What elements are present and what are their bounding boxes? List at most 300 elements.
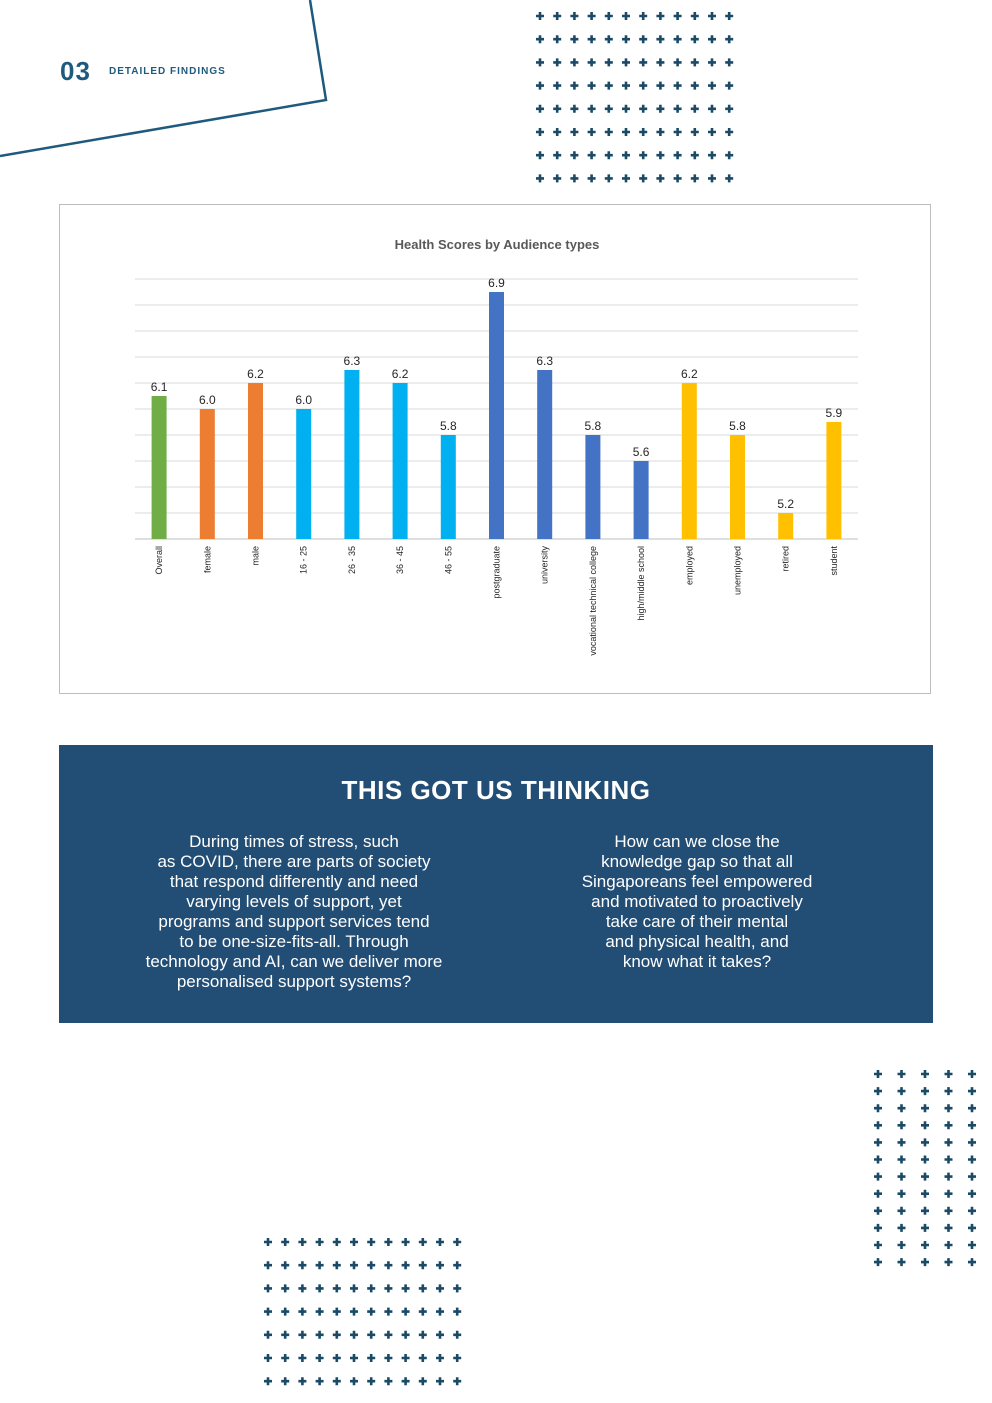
plus-mark (588, 174, 596, 182)
plus-mark (367, 1308, 375, 1316)
decorative-plus-pattern-bottom (262, 1236, 472, 1392)
plus-mark (945, 1121, 953, 1129)
value-label: 5.8 (439, 419, 457, 433)
plus-mark (874, 1087, 882, 1095)
value-label: 6.2 (247, 367, 264, 381)
bar (296, 409, 311, 539)
plus-mark (674, 128, 682, 136)
plus-mark (402, 1238, 410, 1246)
plus-mark (367, 1238, 375, 1246)
plus-mark (264, 1308, 272, 1316)
value-label: 5.9 (825, 406, 843, 420)
plus-mark (968, 1070, 976, 1078)
plus-mark (708, 35, 716, 43)
plus-mark (367, 1377, 375, 1385)
plus-mark (419, 1354, 427, 1362)
plus-mark (264, 1284, 272, 1292)
plus-mark (384, 1261, 392, 1269)
value-label: 6.3 (343, 354, 361, 368)
plus-mark (622, 82, 630, 90)
plus-mark (402, 1261, 410, 1269)
bar (152, 396, 167, 539)
plus-mark (656, 35, 664, 43)
plus-mark (968, 1104, 976, 1112)
plus-mark (333, 1308, 341, 1316)
plus-mark (553, 151, 561, 159)
plus-mark (333, 1331, 341, 1339)
plus-mark (605, 151, 613, 159)
plus-mark (968, 1087, 976, 1095)
decorative-plus-pattern-top (534, 10, 744, 192)
plus-mark (605, 128, 613, 136)
plus-mark (536, 35, 544, 43)
plus-mark (316, 1238, 324, 1246)
category-label: 36 - 45 (395, 546, 406, 575)
category-label: 16 - 25 (298, 546, 309, 575)
plus-mark (639, 58, 647, 66)
plus-mark (453, 1284, 461, 1292)
plus-mark (639, 105, 647, 113)
category-label: university (539, 546, 550, 585)
value-label: 6.2 (391, 367, 409, 381)
plus-mark (436, 1377, 444, 1385)
plus-mark (708, 128, 716, 136)
plus-mark (691, 174, 699, 182)
plus-mark (968, 1258, 976, 1266)
category-label: employed (684, 546, 695, 586)
plus-mark (536, 128, 544, 136)
plus-mark (945, 1156, 953, 1164)
plus-mark (453, 1261, 461, 1269)
plus-mark (419, 1284, 427, 1292)
plus-mark (402, 1377, 410, 1385)
plus-mark (402, 1331, 410, 1339)
plus-mark (708, 151, 716, 159)
value-label: 6.0 (295, 393, 313, 407)
plus-mark (553, 105, 561, 113)
category-label: retired (780, 546, 791, 572)
plus-mark (708, 105, 716, 113)
decorative-plus-pattern-right (872, 1068, 987, 1274)
plus-mark (945, 1087, 953, 1095)
plus-mark (968, 1224, 976, 1232)
plus-mark (622, 151, 630, 159)
plus-mark (874, 1207, 882, 1215)
plus-mark (553, 174, 561, 182)
plus-mark (874, 1258, 882, 1266)
plus-mark (898, 1156, 906, 1164)
plus-mark (436, 1331, 444, 1339)
plus-mark (874, 1190, 882, 1198)
plus-mark (921, 1138, 929, 1146)
bar (826, 422, 841, 539)
plus-mark (570, 151, 578, 159)
plus-mark (674, 12, 682, 20)
plus-mark (453, 1238, 461, 1246)
plus-mark (588, 35, 596, 43)
plus-mark (281, 1308, 289, 1316)
plus-mark (453, 1377, 461, 1385)
plus-mark (674, 35, 682, 43)
plus-mark (570, 174, 578, 182)
plus-mark (350, 1377, 358, 1385)
plus-mark (874, 1070, 882, 1078)
value-label: 5.6 (632, 445, 650, 459)
plus-mark (384, 1377, 392, 1385)
plus-mark (725, 82, 733, 90)
category-label: 46 - 55 (443, 546, 454, 575)
category-label: 26 - 35 (346, 546, 357, 575)
plus-mark (691, 12, 699, 20)
plus-mark (536, 58, 544, 66)
bar (489, 292, 504, 539)
plus-mark (921, 1156, 929, 1164)
plus-mark (656, 12, 664, 20)
plus-mark (605, 35, 613, 43)
plus-mark (605, 58, 613, 66)
plus-mark (945, 1207, 953, 1215)
section-title: DETAILED FINDINGS (109, 66, 226, 77)
category-label: female (202, 546, 213, 574)
plus-mark (639, 12, 647, 20)
bar (682, 383, 697, 539)
plus-mark (570, 12, 578, 20)
plus-mark (898, 1173, 906, 1181)
plus-mark (691, 82, 699, 90)
plus-mark (350, 1261, 358, 1269)
plus-mark (453, 1331, 461, 1339)
value-label: 6.0 (198, 393, 216, 407)
plus-mark (298, 1284, 306, 1292)
plus-mark (708, 82, 716, 90)
plus-mark (402, 1284, 410, 1292)
plus-mark (264, 1238, 272, 1246)
plus-mark (384, 1238, 392, 1246)
value-label: 6.1 (150, 380, 168, 394)
plus-mark (419, 1308, 427, 1316)
plus-mark (945, 1190, 953, 1198)
plus-mark (570, 128, 578, 136)
plus-mark (588, 58, 596, 66)
plus-mark (691, 105, 699, 113)
plus-mark (921, 1121, 929, 1129)
plus-mark (436, 1284, 444, 1292)
plus-mark (298, 1377, 306, 1385)
plus-mark (921, 1258, 929, 1266)
health-scores-bar-chart (60, 205, 932, 695)
plus-mark (691, 35, 699, 43)
bar (344, 370, 359, 539)
plus-mark (419, 1377, 427, 1385)
plus-mark (945, 1070, 953, 1078)
plus-mark (588, 128, 596, 136)
plus-mark (316, 1331, 324, 1339)
plus-mark (553, 12, 561, 20)
plus-mark (298, 1308, 306, 1316)
plus-mark (453, 1308, 461, 1316)
plus-mark (281, 1284, 289, 1292)
plus-mark (453, 1354, 461, 1362)
plus-mark (298, 1354, 306, 1362)
chart-category-labels (154, 546, 839, 656)
plus-mark (968, 1156, 976, 1164)
bar (730, 435, 745, 539)
bar (200, 409, 215, 539)
plus-mark (691, 151, 699, 159)
plus-mark (898, 1241, 906, 1249)
plus-mark (921, 1241, 929, 1249)
plus-mark (350, 1308, 358, 1316)
plus-mark (674, 58, 682, 66)
plus-mark (921, 1087, 929, 1095)
plus-mark (436, 1354, 444, 1362)
plus-mark (945, 1241, 953, 1249)
plus-mark (639, 82, 647, 90)
plus-mark (945, 1224, 953, 1232)
value-label: 6.2 (680, 367, 698, 381)
plus-mark (622, 35, 630, 43)
plus-mark (350, 1331, 358, 1339)
plus-mark (298, 1331, 306, 1339)
plus-mark (725, 174, 733, 182)
plus-mark (605, 82, 613, 90)
category-label: vocational technical college (587, 546, 598, 656)
plus-mark (921, 1104, 929, 1112)
value-label: 5.2 (777, 497, 795, 511)
value-label: 5.8 (584, 419, 602, 433)
bar (393, 383, 408, 539)
plus-mark (656, 128, 664, 136)
chart-panel (59, 204, 931, 694)
plus-mark (725, 128, 733, 136)
bar (248, 383, 263, 539)
plus-mark (605, 105, 613, 113)
plus-mark (333, 1284, 341, 1292)
plus-mark (898, 1121, 906, 1129)
plus-mark (553, 35, 561, 43)
plus-mark (570, 58, 578, 66)
plus-mark (945, 1104, 953, 1112)
plus-mark (384, 1354, 392, 1362)
plus-mark (553, 128, 561, 136)
plus-mark (536, 105, 544, 113)
plus-mark (570, 105, 578, 113)
plus-mark (281, 1238, 289, 1246)
plus-mark (384, 1284, 392, 1292)
plus-mark (691, 128, 699, 136)
plus-mark (945, 1173, 953, 1181)
plus-mark (298, 1261, 306, 1269)
thinking-callout (59, 745, 933, 1023)
plus-mark (281, 1261, 289, 1269)
plus-mark (316, 1261, 324, 1269)
plus-mark (588, 12, 596, 20)
plus-mark (384, 1308, 392, 1316)
plus-mark (536, 82, 544, 90)
plus-mark (553, 58, 561, 66)
plus-mark (921, 1224, 929, 1232)
callout-right-text: How can we close the knowledge gap so that all Singaporeans feel empowered and motivated to proactively take care of their mental and physical health, and know what it takes? (581, 832, 813, 971)
plus-mark (674, 151, 682, 159)
category-label: male (250, 546, 261, 566)
plus-mark (622, 12, 630, 20)
plus-mark (898, 1190, 906, 1198)
plus-mark (264, 1377, 272, 1385)
plus-mark (874, 1241, 882, 1249)
plus-mark (536, 12, 544, 20)
plus-mark (588, 105, 596, 113)
plus-mark (656, 174, 664, 182)
plus-mark (656, 151, 664, 159)
plus-mark (691, 58, 699, 66)
plus-mark (298, 1238, 306, 1246)
plus-mark (874, 1156, 882, 1164)
plus-mark (622, 58, 630, 66)
plus-mark (874, 1104, 882, 1112)
plus-mark (968, 1241, 976, 1249)
plus-mark (350, 1238, 358, 1246)
plus-mark (968, 1207, 976, 1215)
plus-mark (536, 174, 544, 182)
plus-mark (419, 1261, 427, 1269)
plus-mark (968, 1121, 976, 1129)
plus-mark (553, 82, 561, 90)
bar (585, 435, 600, 539)
plus-mark (874, 1121, 882, 1129)
plus-mark (333, 1354, 341, 1362)
plus-mark (281, 1377, 289, 1385)
plus-mark (622, 174, 630, 182)
plus-mark (968, 1173, 976, 1181)
plus-mark (725, 151, 733, 159)
plus-mark (656, 105, 664, 113)
plus-mark (945, 1138, 953, 1146)
section-number: 03 (60, 56, 91, 86)
plus-mark (622, 105, 630, 113)
plus-mark (921, 1173, 929, 1181)
plus-mark (419, 1238, 427, 1246)
plus-mark (639, 174, 647, 182)
plus-mark (898, 1070, 906, 1078)
plus-mark (333, 1377, 341, 1385)
plus-mark (350, 1354, 358, 1362)
plus-mark (316, 1377, 324, 1385)
plus-mark (708, 174, 716, 182)
plus-mark (333, 1261, 341, 1269)
chart-bars (152, 292, 842, 539)
plus-mark (874, 1138, 882, 1146)
plus-mark (898, 1207, 906, 1215)
plus-mark (316, 1308, 324, 1316)
category-label: student (828, 546, 839, 576)
plus-mark (367, 1354, 375, 1362)
plus-mark (708, 12, 716, 20)
plus-mark (639, 128, 647, 136)
plus-mark (968, 1138, 976, 1146)
plus-mark (725, 58, 733, 66)
plus-mark (367, 1284, 375, 1292)
plus-mark (921, 1070, 929, 1078)
plus-mark (419, 1331, 427, 1339)
plus-mark (436, 1238, 444, 1246)
plus-mark (674, 105, 682, 113)
plus-mark (898, 1224, 906, 1232)
chart-title: Health Scores by Audience types (394, 237, 600, 252)
category-label: Overall (154, 546, 165, 575)
value-label: 5.8 (729, 419, 746, 433)
plus-mark (968, 1190, 976, 1198)
plus-mark (874, 1224, 882, 1232)
plus-mark (945, 1258, 953, 1266)
plus-mark (725, 12, 733, 20)
header-frame-decoration (0, 0, 340, 170)
plus-mark (725, 105, 733, 113)
plus-mark (264, 1261, 272, 1269)
plus-mark (264, 1331, 272, 1339)
plus-mark (874, 1173, 882, 1181)
plus-mark (402, 1354, 410, 1362)
category-label: postgraduate (491, 546, 502, 599)
plus-mark (588, 151, 596, 159)
plus-mark (898, 1104, 906, 1112)
plus-mark (639, 35, 647, 43)
plus-mark (264, 1354, 272, 1362)
plus-mark (725, 35, 733, 43)
plus-mark (898, 1258, 906, 1266)
plus-mark (605, 174, 613, 182)
plus-mark (281, 1331, 289, 1339)
plus-mark (674, 174, 682, 182)
category-label: unemployed (732, 546, 743, 596)
plus-mark (588, 82, 596, 90)
plus-mark (656, 58, 664, 66)
plus-mark (622, 128, 630, 136)
plus-mark (436, 1308, 444, 1316)
plus-mark (350, 1284, 358, 1292)
plus-mark (384, 1331, 392, 1339)
plus-mark (674, 82, 682, 90)
plus-mark (367, 1261, 375, 1269)
plus-mark (316, 1354, 324, 1362)
callout-left-text: During times of stress, such as COVID, there are parts of society that respond differently and need varying levels of support, yet programs and support services tend to be one-size-fits-all. Through technology and AI, can we deliver more personalised support systems? (145, 832, 443, 991)
plus-mark (570, 82, 578, 90)
bar (778, 513, 793, 539)
plus-mark (536, 151, 544, 159)
value-label: 6.3 (536, 354, 554, 368)
plus-mark (402, 1308, 410, 1316)
plus-mark (898, 1087, 906, 1095)
plus-mark (333, 1238, 341, 1246)
plus-mark (708, 58, 716, 66)
plus-mark (656, 82, 664, 90)
plus-mark (436, 1261, 444, 1269)
callout-title: THIS GOT US THINKING (341, 775, 651, 805)
bar (537, 370, 552, 539)
plus-mark (316, 1284, 324, 1292)
plus-mark (367, 1331, 375, 1339)
bar (634, 461, 649, 539)
plus-mark (281, 1354, 289, 1362)
category-label: high/middle school (636, 546, 647, 621)
plus-mark (639, 151, 647, 159)
value-label: 6.9 (488, 276, 505, 290)
plus-mark (921, 1207, 929, 1215)
plus-mark (898, 1138, 906, 1146)
plus-mark (570, 35, 578, 43)
bar (441, 435, 456, 539)
plus-mark (605, 12, 613, 20)
plus-mark (921, 1190, 929, 1198)
